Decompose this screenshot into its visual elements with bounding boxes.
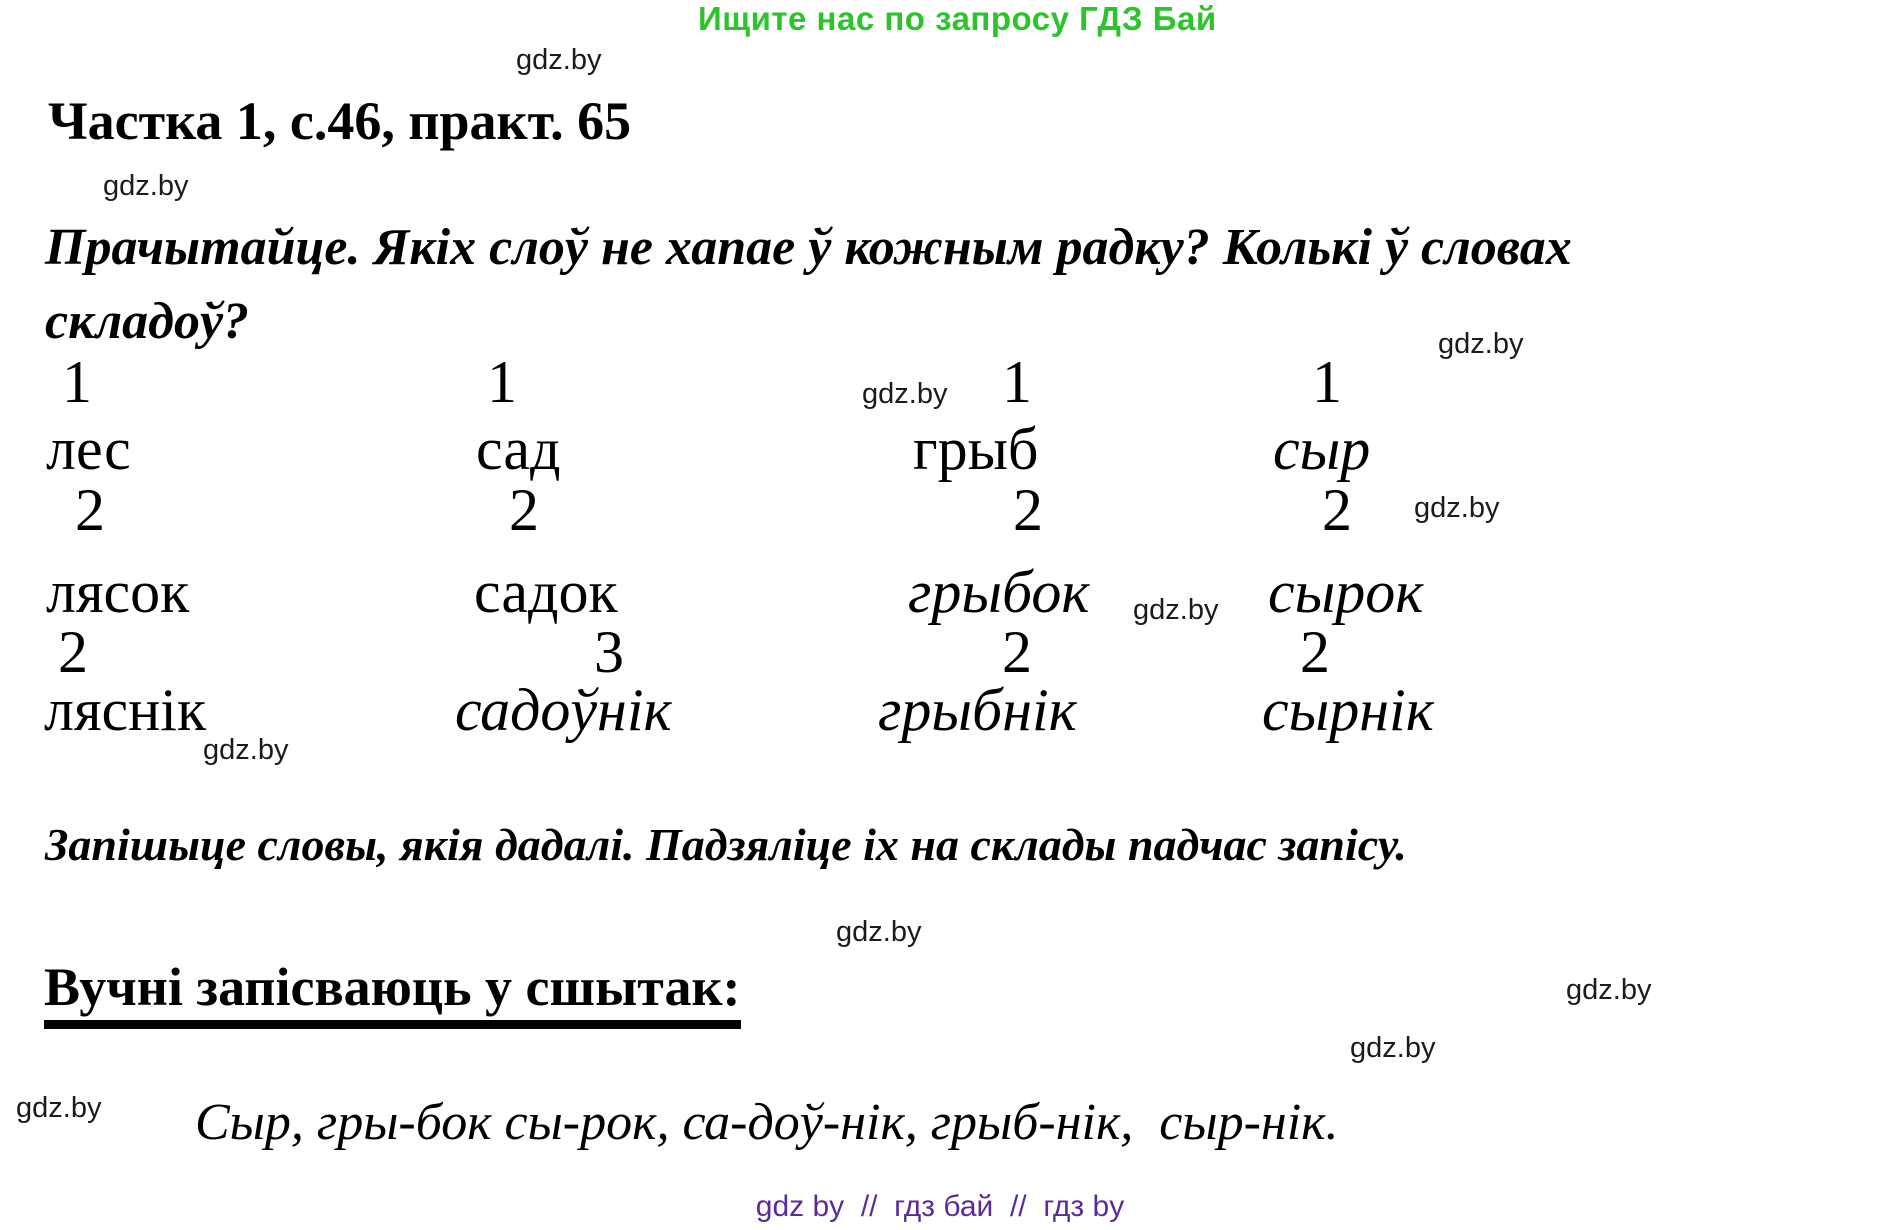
word-cell: ляснік (44, 677, 207, 743)
syllable-count: 1 (1002, 349, 1032, 415)
word-cell: сырнік (1262, 677, 1434, 743)
syllable-count: 3 (594, 619, 624, 685)
gdz-watermark: gdz.by (862, 378, 948, 410)
word-cell: грыб (913, 416, 1039, 482)
word-cell: лясок (46, 559, 190, 625)
word-cell: сад (476, 416, 561, 482)
gdz-watermark: gdz.by (203, 734, 289, 766)
task-instruction-line-2: складоў? (45, 293, 250, 350)
word-cell: садоўнік (455, 677, 672, 743)
gdz-watermark: gdz.by (1133, 594, 1219, 626)
gdz-watermark: gdz.by (1350, 1032, 1436, 1064)
write-instruction: Запішыце словы, якія дадалі. Падзяліце іх на склады падчас запісу. (45, 819, 1407, 870)
gdz-watermark: gdz.by (1414, 492, 1500, 524)
word-cell: садок (474, 559, 618, 625)
syllable-count: 2 (58, 619, 88, 685)
word-cell: лес (46, 416, 131, 482)
gdz-watermark: gdz.by (16, 1092, 102, 1124)
syllable-count: 1 (1312, 349, 1342, 415)
footer-search-terms: gdz by // гдз бай // гдз by (755, 1190, 1125, 1223)
answer-text: Сыр, гры-бок сы-рок, са-доў-нік, грыб-нік, сыр-нік. (195, 1094, 1339, 1151)
answer-heading-wrap (44, 956, 741, 1029)
word-cell: сыр (1273, 416, 1371, 482)
syllable-count: 1 (487, 349, 517, 415)
syllable-count: 2 (75, 477, 105, 543)
gdz-watermark: gdz.by (1438, 328, 1524, 360)
syllable-count: 2 (1013, 477, 1043, 543)
syllable-count: 2 (1322, 477, 1352, 543)
syllable-count: 2 (1300, 619, 1330, 685)
page-title: Частка 1, с.46, практ. 65 (48, 91, 632, 151)
word-cell: сырок (1268, 559, 1424, 625)
syllable-count: 1 (62, 349, 92, 415)
word-cell: грыбок (908, 559, 1090, 625)
task-instruction-line-1: Прачытайце. Якіх слоў не хапае ў кожным радку? Колькі ў словах (45, 219, 1572, 276)
gdz-watermark: gdz.by (516, 44, 602, 76)
syllable-count: 2 (1002, 619, 1032, 685)
word-cell: грыбнік (878, 677, 1077, 743)
syllable-count: 2 (509, 477, 539, 543)
promo-banner: Ищите нас по запросу ГДЗ Бай (698, 0, 1217, 37)
gdz-watermark: gdz.by (836, 916, 922, 948)
answer-heading: Вучні запісваюць у сшытак: (44, 956, 741, 1029)
gdz-watermark: gdz.by (1566, 974, 1652, 1006)
gdz-watermark: gdz.by (103, 170, 189, 202)
